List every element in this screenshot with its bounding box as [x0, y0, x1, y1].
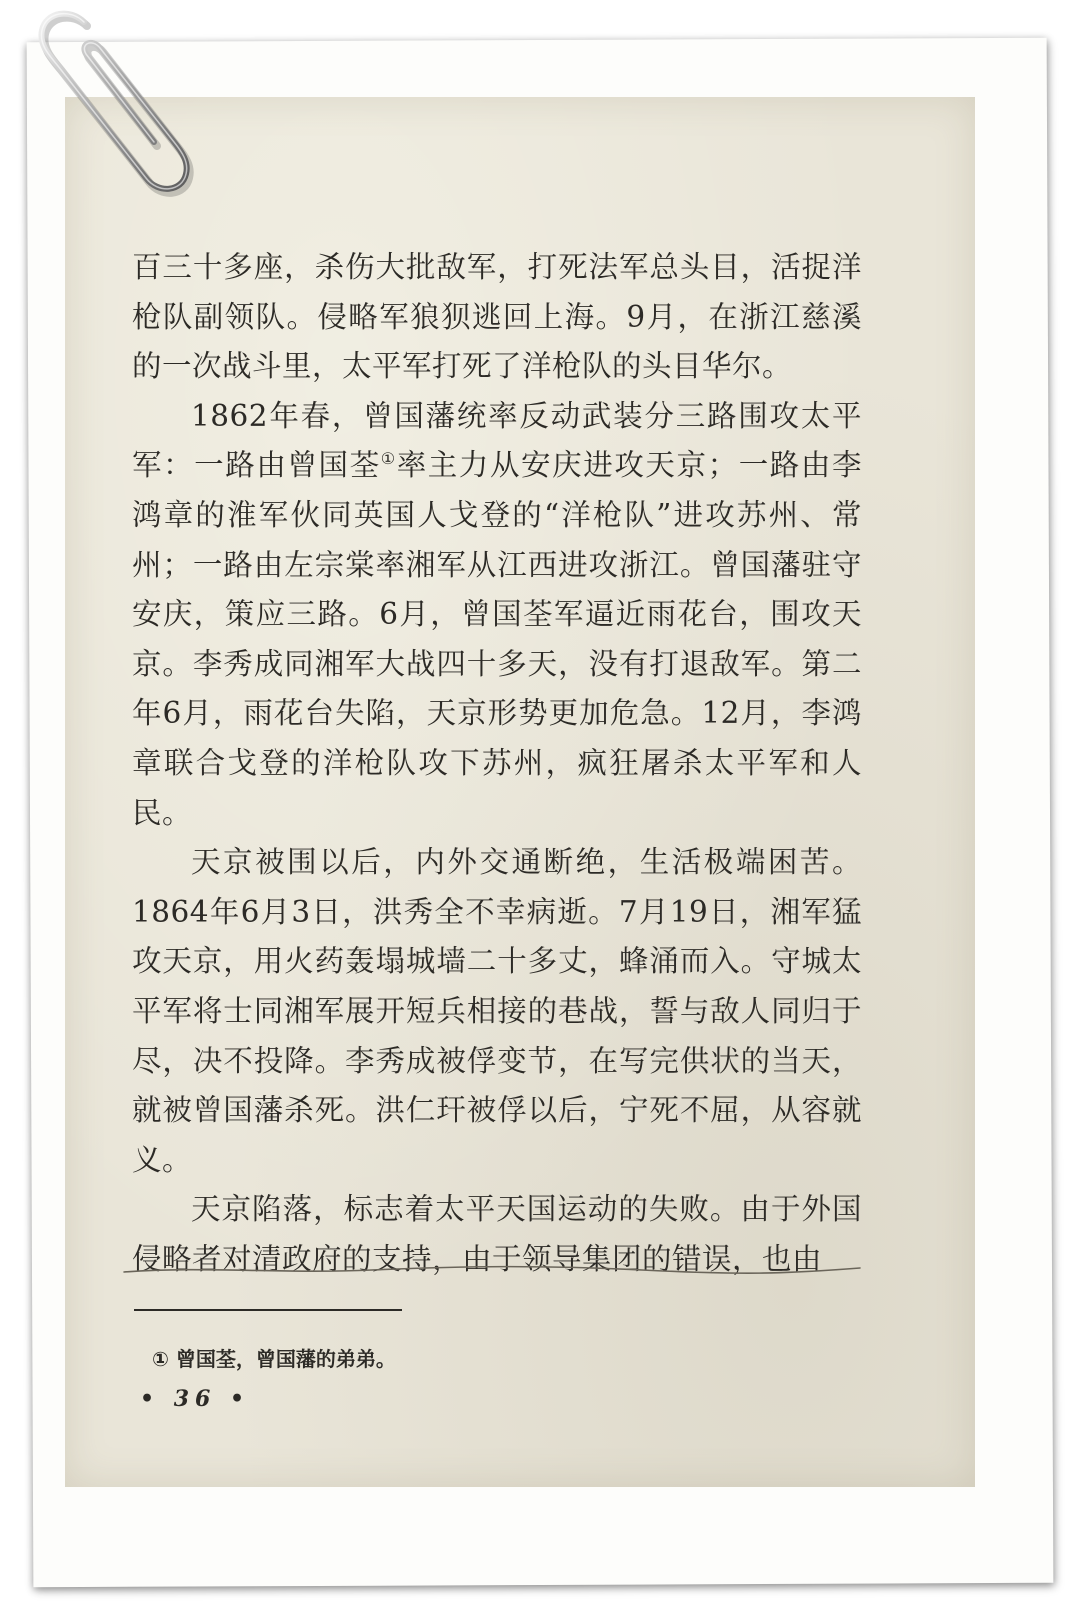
footnote-reference: ①	[380, 449, 397, 469]
paragraph	[132, 1185, 862, 1284]
paragraph-text: 天京陷落，标志着太平天国运动的失败。由于外国侵略者对清政府的支持，由于领导集团的错误，也由	[132, 1192, 862, 1276]
paragraph-text: 1862年春，曾国藩统率反动武装分三路围攻太平军：一路由曾国荃	[132, 398, 862, 483]
paragraph-text: 百三十多座，杀伤大批敌军，打死法军总头目，活捉洋枪队副领队。侵略军狼狈逃回上海。9月，在浙江慈溪的一次战斗里，太平军打死了洋枪队的头目华尔。	[132, 250, 862, 384]
footnote: ① 曾国荃，曾国藩的弟弟。	[152, 1347, 396, 1371]
footnote-divider	[134, 1309, 402, 1311]
paragraph-text: 天京被围以后，内外交通断绝，生活极端困苦。1864年6月3日，洪秀全不幸病逝。7月19日，湘军猛攻天京，用火药轰塌城墙二十多丈，蜂涌而入。守城太平军将士同湘军展开短兵相接的巷战，誓与敌人同归于尽，决不投降。李秀成被俘变节，在写完供状的当天，就被曾国藩杀死。洪仁玕被俘以后，宁死不屈，从容就义。	[132, 845, 862, 1177]
paragraph	[132, 243, 862, 392]
paragraph	[132, 392, 862, 838]
page-number: • 36 •	[140, 1386, 251, 1412]
paragraph-text: 率主力从安庆进攻天京；一路由李鸿章的淮军伙同英国人戈登的“洋枪队”进攻苏州、常州；一路由左宗棠率湘军从江西进攻浙江。曾国藩驻守安庆，策应三路。6月，曾国荃军逼近雨花台，围攻天京。李秀成同湘军大战四十多天，没有打退敌军。第二年6月，雨花台失陷，天京形势更加危急。12月，李鸿章联合戈登的洋枪队攻下苏州，疯狂屠杀太平军和人民。	[132, 448, 862, 830]
body-text	[132, 243, 862, 1284]
paragraph	[132, 838, 862, 1185]
